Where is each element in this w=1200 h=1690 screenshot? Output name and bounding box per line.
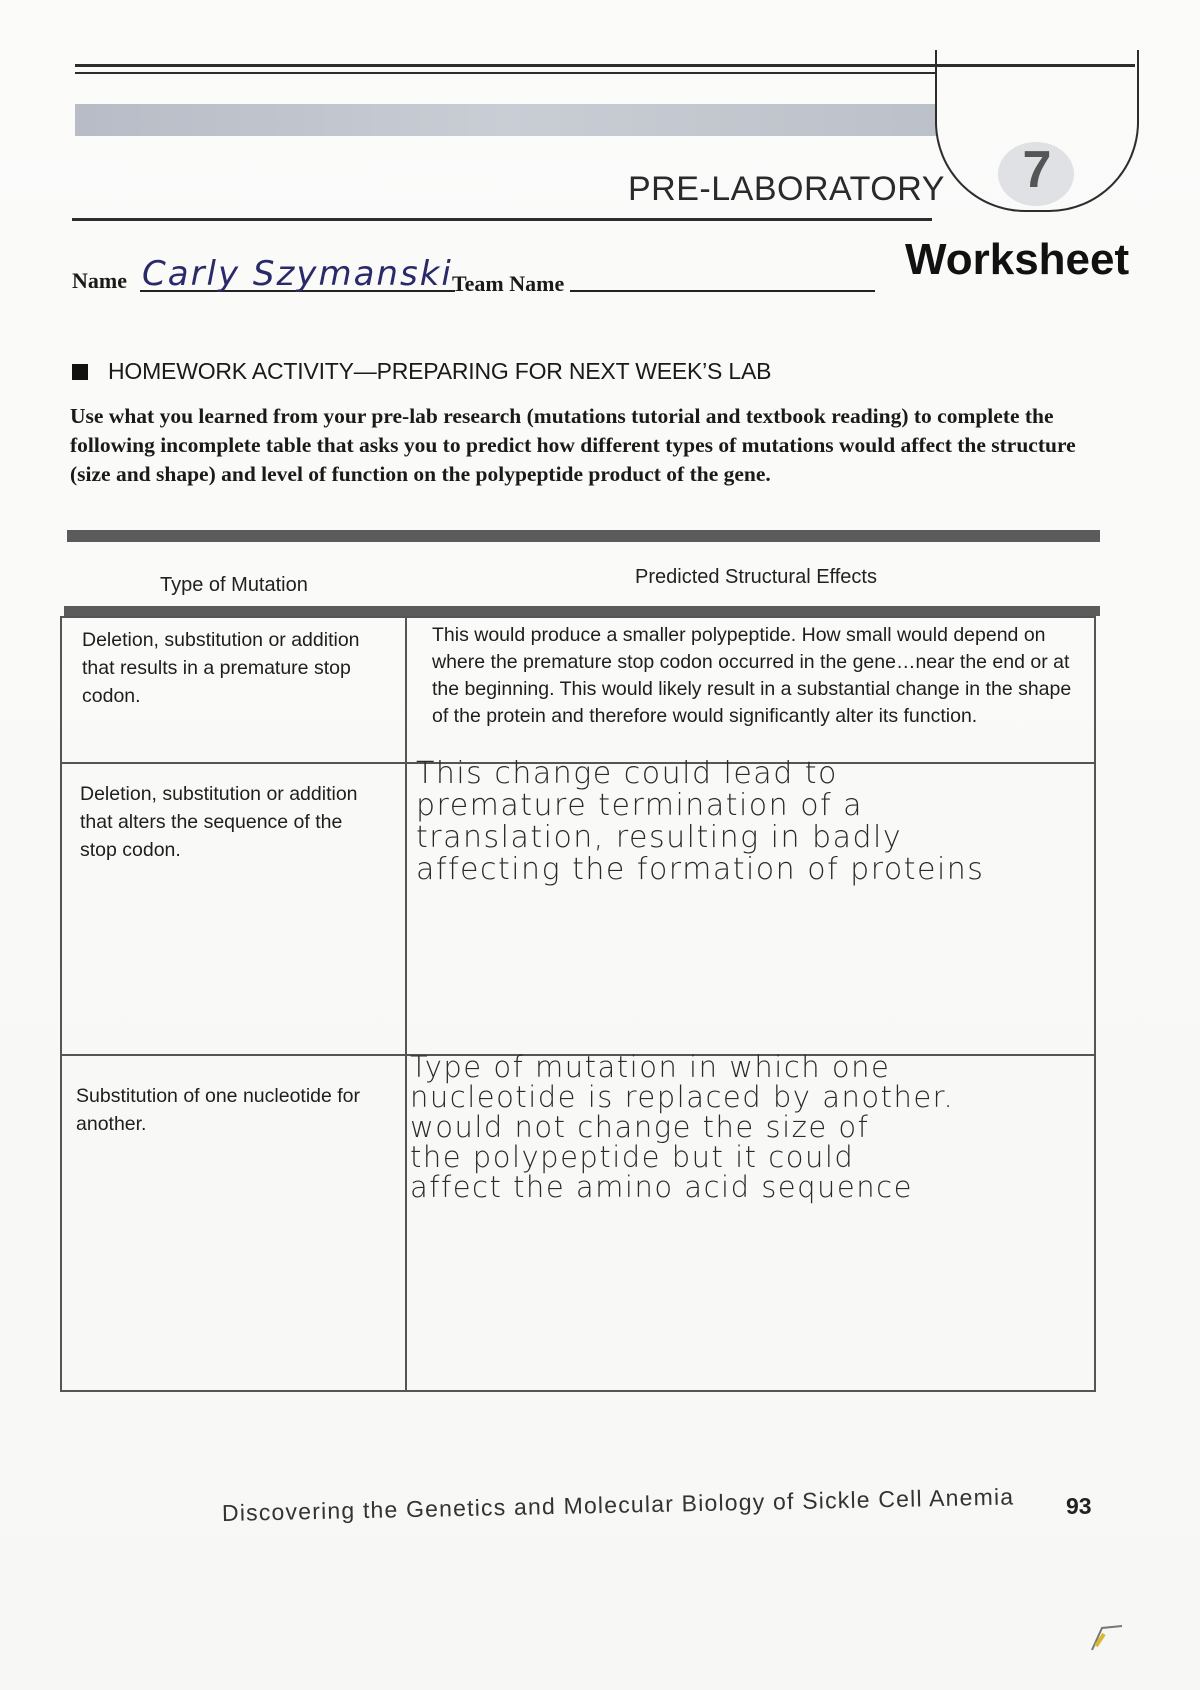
header-band — [75, 104, 937, 136]
header-rule-top-inner — [75, 72, 935, 74]
column-header-type: Type of Mutation — [160, 574, 308, 596]
table-row-3-mutation: Substitution of one nucleotide for another. — [76, 1085, 361, 1135]
table-row-3-effect-handwritten[interactable]: Type of mutation in which one nucleotide is replaced by another. would not change the size of the polypeptide but it could affect the amino acid sequence — [410, 1050, 955, 1204]
homework-heading: HOMEWORK ACTIVITY—PREPARING FOR NEXT WEEK’S LAB — [108, 358, 772, 384]
table-frame — [60, 616, 1096, 1392]
table-top-bar — [67, 530, 1100, 542]
table-row-2-effect-handwritten[interactable]: This change could lead to premature termination of a translation, resulting in badly affecting the formation of proteins — [416, 756, 985, 887]
homework-instructions: Use what you learned from your pre-lab research (mutations tutorial and textbook reading) to complete the following incomplete table that asks you to predict how different types of mutations would affect the structure (size and shape) and level of function on the polypeptide product of the gene. — [70, 404, 1076, 486]
team-name-field[interactable] — [570, 290, 875, 292]
name-label: Name — [72, 268, 127, 293]
bullet-square-icon — [72, 364, 88, 380]
header-rule-bottom — [72, 218, 932, 221]
team-name-label: Team Name — [452, 271, 565, 296]
worksheet-title: Worksheet — [905, 235, 1130, 284]
name-field[interactable]: Carly Szymanski — [142, 254, 453, 294]
section-label: PRE-LABORATORY — [628, 170, 945, 208]
table-row-1-mutation: Deletion, substitution or addition that results in a premature stop codon. — [82, 629, 360, 707]
chapter-number: 7 — [1022, 141, 1052, 199]
mutation-table — [60, 530, 1100, 1392]
page-number: 93 — [1066, 1493, 1092, 1519]
pencil-mark-icon — [1088, 1620, 1128, 1656]
column-divider — [405, 618, 407, 1390]
table-row-2-mutation: Deletion, substitution or addition that alters the sequence of the stop codon. — [80, 783, 358, 861]
footer-book-title: Discovering the Genetics and Molecular Biology of Sickle Cell Anemia — [221, 1483, 1015, 1526]
table-row-1-effect: This would produce a smaller polypeptide. How small would depend on where the premature stop codon occurred in the gene…near the end or at the beginning. This would likely result in a substantial change in the shape of the protein and therefore would significantly alter its function. — [432, 624, 1072, 727]
table-header-bar — [64, 606, 1100, 616]
column-header-effects: Predicted Structural Effects — [635, 566, 877, 588]
